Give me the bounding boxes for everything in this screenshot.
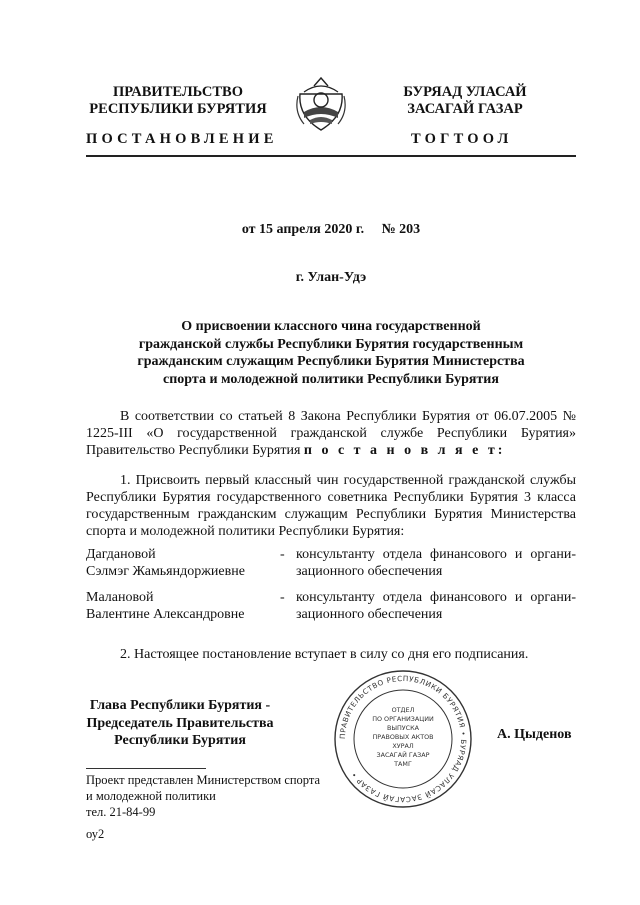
city: г. Улан-Удэ — [295, 270, 367, 285]
person-position-line2: зационного обеспечения — [296, 564, 443, 579]
item-2: 2. Настоящее постановление вступает в силу со дня его подписания. — [120, 647, 529, 662]
header-right-line2: ЗАСАГАЙ ГАЗАР — [407, 101, 523, 117]
title-line2: гражданской службы Республики Бурятия государственным — [138, 336, 524, 352]
footer-line1: Проект представлен Министерством спорта — [86, 773, 321, 787]
header-left — [78, 84, 278, 118]
title-line1: О присвоении классного чина государственной — [181, 319, 481, 334]
signatory-role — [82, 697, 278, 750]
header-right — [380, 84, 550, 118]
person-position-line1: консультанту отдела финансового и органи- — [296, 590, 576, 605]
preamble-text: В соответствии со статьей 8 Закона Республики Бурятия от 06.07.2005 № 1225-III «О государственной гражданской службе Республики Бурятия» Правительство Республики Бурятия — [86, 409, 576, 458]
header-left-line2: РЕСПУБЛИКИ БУРЯТИЯ — [89, 101, 267, 117]
person-dash: - — [280, 590, 285, 605]
preamble-verb: п о с т а н о в л я е т: — [303, 443, 506, 458]
stamp-line3: ВЫПУСКА — [386, 724, 420, 732]
person-position-line2: зационного обеспечения — [296, 607, 443, 622]
header-left-line1: ПРАВИТЕЛЬСТВО — [113, 84, 243, 100]
person-surname: Малановой — [86, 590, 154, 605]
preamble — [86, 408, 576, 459]
stamp-line7: ТАМГ — [394, 760, 412, 768]
header-right-line1: БУРЯАД УЛАСАЙ — [403, 84, 527, 100]
footer-line3: тел. 21-84-99 — [86, 805, 156, 819]
person-row — [86, 589, 576, 625]
person-given-name: Валентине Александровне — [86, 607, 245, 622]
document-kind-right: ТОГТООЛ — [411, 131, 513, 147]
document-kind-left: ПОСТАНОВЛЕНИЕ — [86, 131, 278, 147]
signatory-role-line1: Глава Республики Бурятия - — [89, 698, 271, 713]
stamp-ring-text: ПРАВИТЕЛЬСТВО РЕСПУБЛИКИ БУРЯТИЯ • БУРЯАД УЛАСАЙ ЗАСАГАЙ ГАЗАР • — [337, 673, 469, 805]
header-rule — [86, 155, 576, 157]
title-line4: спорта и молодежной политики Республики Бурятия — [163, 371, 499, 387]
title-line3: гражданским служащим Республики Бурятия Министерства — [137, 354, 525, 369]
person-given-name: Сэлмэг Жамьяндоржиевне — [86, 564, 245, 579]
stamp-line5: ХУРАЛ — [392, 742, 414, 750]
signatory-name: А. Цыденов — [497, 727, 572, 742]
person-row — [86, 546, 576, 582]
stamp-line1: ОТДЕЛ — [391, 706, 415, 714]
coat-of-arms-emblem — [294, 72, 348, 136]
footer-note — [86, 772, 320, 820]
signatory-role-line3: Республики Бурятия — [114, 733, 246, 748]
footer-line2: и молодежной политики — [86, 789, 216, 803]
stamp-line6: ЗАСАГАЙ ГАЗАР — [376, 751, 430, 759]
official-stamp — [332, 668, 474, 810]
person-position-line1: консультанту отдела финансового и органи- — [296, 547, 576, 562]
person-dash: - — [280, 547, 285, 562]
footer-code: оу2 — [86, 827, 105, 841]
person-surname: Дагдановой — [86, 547, 156, 562]
stamp-line2: ПО ОРГАНИЗАЦИИ — [372, 715, 434, 723]
footer-rule — [86, 768, 206, 769]
stamp-line4: ПРАВОВЫХ АКТОВ — [372, 733, 434, 741]
date-number: от 15 апреля 2020 г. № 203 — [241, 222, 421, 237]
item-1: 1. Присвоить первый классный чин государственной гражданской службы Республики Бурятия государственного советника Республики Бурятия 3 класса государственным гражданским служащим Республики Бурятия Министерства спорта и молодежной политики Республики Бурятия: — [86, 473, 576, 539]
document-title — [86, 318, 576, 388]
signatory-role-line2: Председатель Правительства — [86, 715, 274, 731]
